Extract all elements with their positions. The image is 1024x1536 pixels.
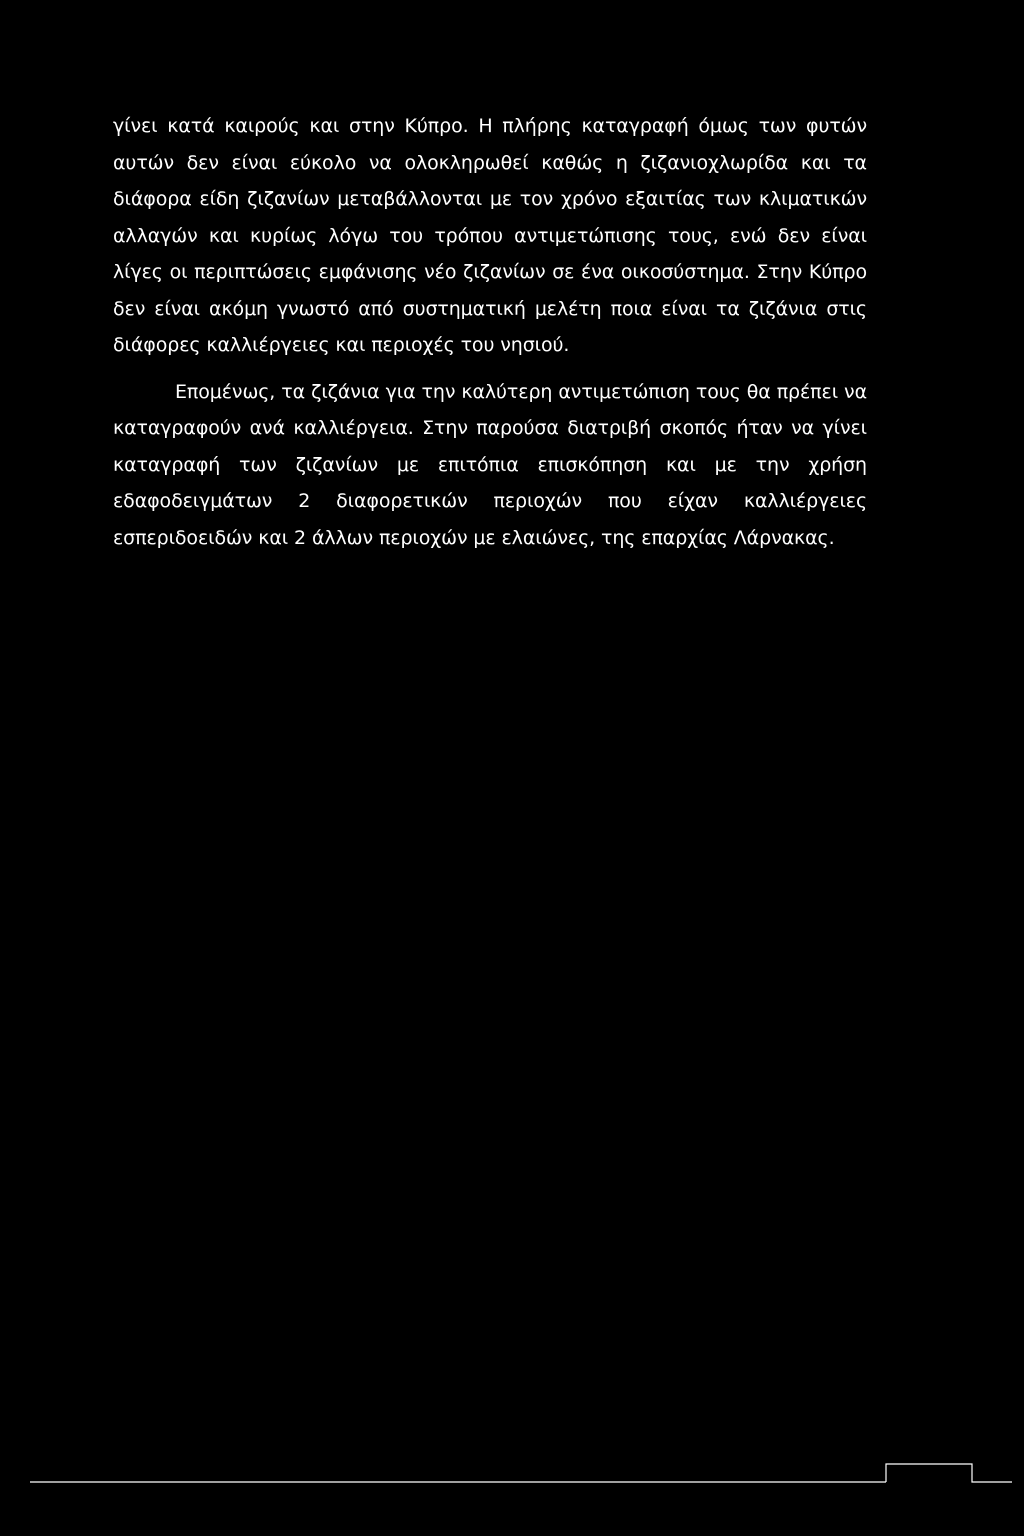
- paragraph-1: γίνει κατά καιρούς και στην Κύπρο. Η πλήρης καταγραφή όμως των φυτών αυτών δεν είναι εύκολο να ολοκληρωθεί καθώς η ζιζανιοχλωρίδα και τα διάφορα είδη ζιζανίων μεταβάλλονται με τον χρόνο εξαιτίας των κλιματικών αλλαγών και κυρίως λόγω του τρόπου αντιμετώπισης τους, ενώ δεν είναι λίγες οι περιπτώσεις εμφάνισης νέο ζιζανίων σε ένα οικοσύστημα. Στην Κύπρο δεν είναι ακόμη γνωστό από συστηματική μελέτη ποια είναι τα ζιζάνια στις διάφορες καλλιέργειες και περιοχές του νησιού.: [113, 115, 867, 356]
- paragraph-2: Επομένως, τα ζιζάνια για την καλύτερη αντιμετώπιση τους θα πρέπει να καταγραφούν ανά καλλιέργεια. Στην παρούσα διατριβή σκοπός ήταν να γίνει καταγραφή των ζιζανίων με επιτόπια επισκόπηση και με την χρήση εδαφοδειγμάτων 2 διαφορετικών περιοχών που είχαν καλλιέργειες εσπεριδοειδών και 2 άλλων περιοχών με ελαιώνες, της επαρχίας Λάρνακας.: [113, 380, 867, 549]
- document-body: [113, 108, 867, 556]
- footer-corner-mark: [886, 1464, 1012, 1482]
